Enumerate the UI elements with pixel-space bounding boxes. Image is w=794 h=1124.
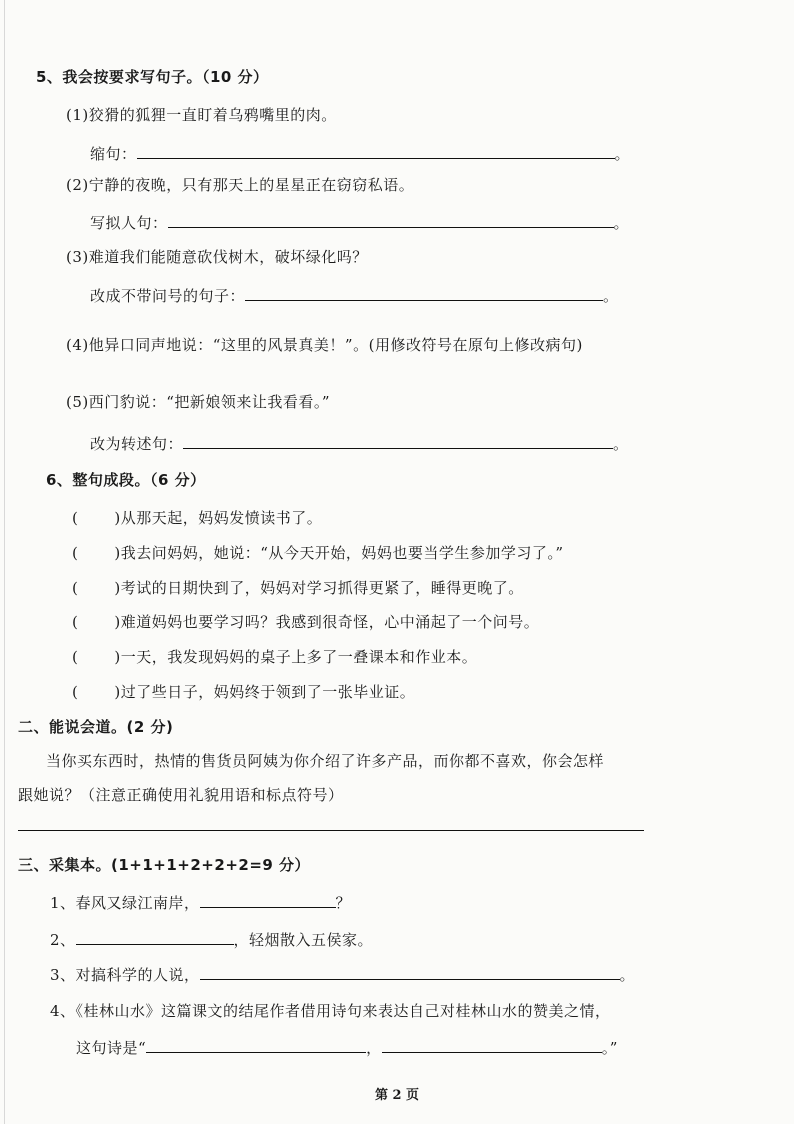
- q5-sentence-5: (5)西门豹说：“把新娘领来让我看看。”: [66, 393, 331, 411]
- q5-task-1: [90, 142, 630, 165]
- q6-heading: 6、整句成段。（6 分）: [46, 471, 206, 489]
- q6-item-text: 考试的日期快到了，妈妈对学习抓得更紧了，睡得更晚了。: [120, 579, 524, 597]
- q5-heading: 5、我会按要求写句子。（10 分）: [36, 68, 269, 86]
- sec3-q3-prefix: 3、对搞科学的人说，: [50, 966, 200, 984]
- q5-sentence-3: (3)难道我们能随意砍伐树木，破坏绿化吗？: [66, 248, 368, 266]
- sec3-q2-prefix: 2、: [50, 931, 76, 949]
- q5-task-3-label: 改成不带问号的句子：: [90, 287, 246, 305]
- sec3-q1-suffix: ？: [335, 894, 352, 912]
- order-paren[interactable]: ( ): [72, 683, 121, 701]
- answer-blank-poem-1[interactable]: [200, 891, 336, 908]
- q6-item-text: 过了些日子，妈妈终于领到了一张毕业证。: [120, 683, 416, 701]
- answer-blank-1[interactable]: [137, 142, 615, 159]
- end-mark: 。: [614, 145, 631, 163]
- sec3-q4-suffix: 。”: [601, 1039, 618, 1057]
- sec2-heading: 二、能说会道。(2 分): [18, 718, 174, 736]
- page-number: 第 2 页: [374, 1088, 420, 1103]
- answer-blank-3[interactable]: [200, 963, 620, 980]
- q5-task-5: [90, 432, 629, 455]
- sec3-q1: [50, 891, 351, 914]
- q5-sentence-2: (2)宁静的夜晚，只有那天上的星星正在窃窃私语。: [66, 176, 415, 194]
- sec3-q3: [50, 963, 635, 986]
- q5-sentence-1: (1)狡猾的狐狸一直盯着乌鸦嘴里的肉。: [66, 106, 337, 124]
- sec3-q2-suffix: ，轻烟散入五侯家。: [233, 931, 374, 949]
- q6-item: [72, 611, 539, 633]
- page-edge: [4, 0, 5, 1124]
- end-mark: 。: [603, 287, 619, 305]
- order-paren[interactable]: ( ): [72, 579, 121, 597]
- sec2-answer-line[interactable]: [18, 830, 644, 831]
- answer-blank-5[interactable]: [183, 432, 613, 449]
- q6-item-text: 一天，我发现妈妈的桌子上多了一叠课本和作业本。: [120, 648, 478, 666]
- answer-blank-3[interactable]: [245, 284, 603, 301]
- q5-task-1-label: 缩句：: [90, 145, 137, 163]
- q6-item: [72, 507, 322, 529]
- q6-item: [72, 542, 564, 564]
- end-mark: 。: [613, 435, 629, 453]
- sec3-q4-line-1: 4、《桂林山水》这篇课文的结尾作者借用诗句来表达自己对桂林山水的赞美之情，: [50, 1002, 611, 1020]
- q5-task-3: [90, 284, 619, 307]
- q6-item: [72, 681, 415, 703]
- order-paren[interactable]: ( ): [72, 648, 121, 666]
- sec3-q4-comma: ，: [366, 1039, 382, 1057]
- sec2-prompt-line-2: 跟她说？（注意正确使用礼貌用语和标点符号）: [18, 786, 344, 804]
- order-paren[interactable]: ( ): [72, 509, 121, 527]
- answer-blank-poem-line-b[interactable]: [382, 1036, 602, 1053]
- sec3-q2: [50, 928, 373, 951]
- q5-task-5-label: 改为转述句：: [90, 435, 184, 453]
- q6-item: [72, 577, 524, 599]
- order-paren[interactable]: ( ): [72, 613, 121, 631]
- sec3-q4-line-2: [76, 1036, 618, 1059]
- sec3-q4-prefix: 这句诗是“: [76, 1039, 147, 1057]
- q5-sentence-4: (4)他异口同声地说：“这里的风景真美！”。(用修改符号在原句上修改病句): [66, 336, 583, 354]
- answer-blank-poem-2[interactable]: [76, 928, 234, 945]
- q5-task-2: [90, 211, 629, 234]
- sec3-q1-prefix: 1、春风又绿江南岸，: [50, 894, 200, 912]
- end-mark: 。: [613, 214, 630, 232]
- q6-item-text: 难道妈妈也要学习吗？我感到很奇怪，心中涌起了一个问号。: [120, 613, 540, 631]
- answer-blank-poem-line-a[interactable]: [146, 1036, 366, 1053]
- q6-item-text: 我去问妈妈，她说：“从今天开始，妈妈也要当学生参加学习了。”: [120, 544, 564, 562]
- q6-item: [72, 646, 477, 668]
- answer-blank-2[interactable]: [168, 211, 614, 228]
- sec3-heading: 三、采集本。(1+1+1+2+2+2=9 分）: [18, 856, 311, 874]
- order-paren[interactable]: ( ): [72, 544, 121, 562]
- sec3-q3-suffix: 。: [619, 966, 636, 984]
- q5-task-2-label: 写拟人句：: [90, 214, 168, 232]
- q6-item-text: 从那天起，妈妈发愤读书了。: [120, 509, 323, 527]
- sec2-prompt-line-1: 当你买东西时，热情的售货员阿姨为你介绍了许多产品，而你都不喜欢，你会怎样: [46, 752, 605, 770]
